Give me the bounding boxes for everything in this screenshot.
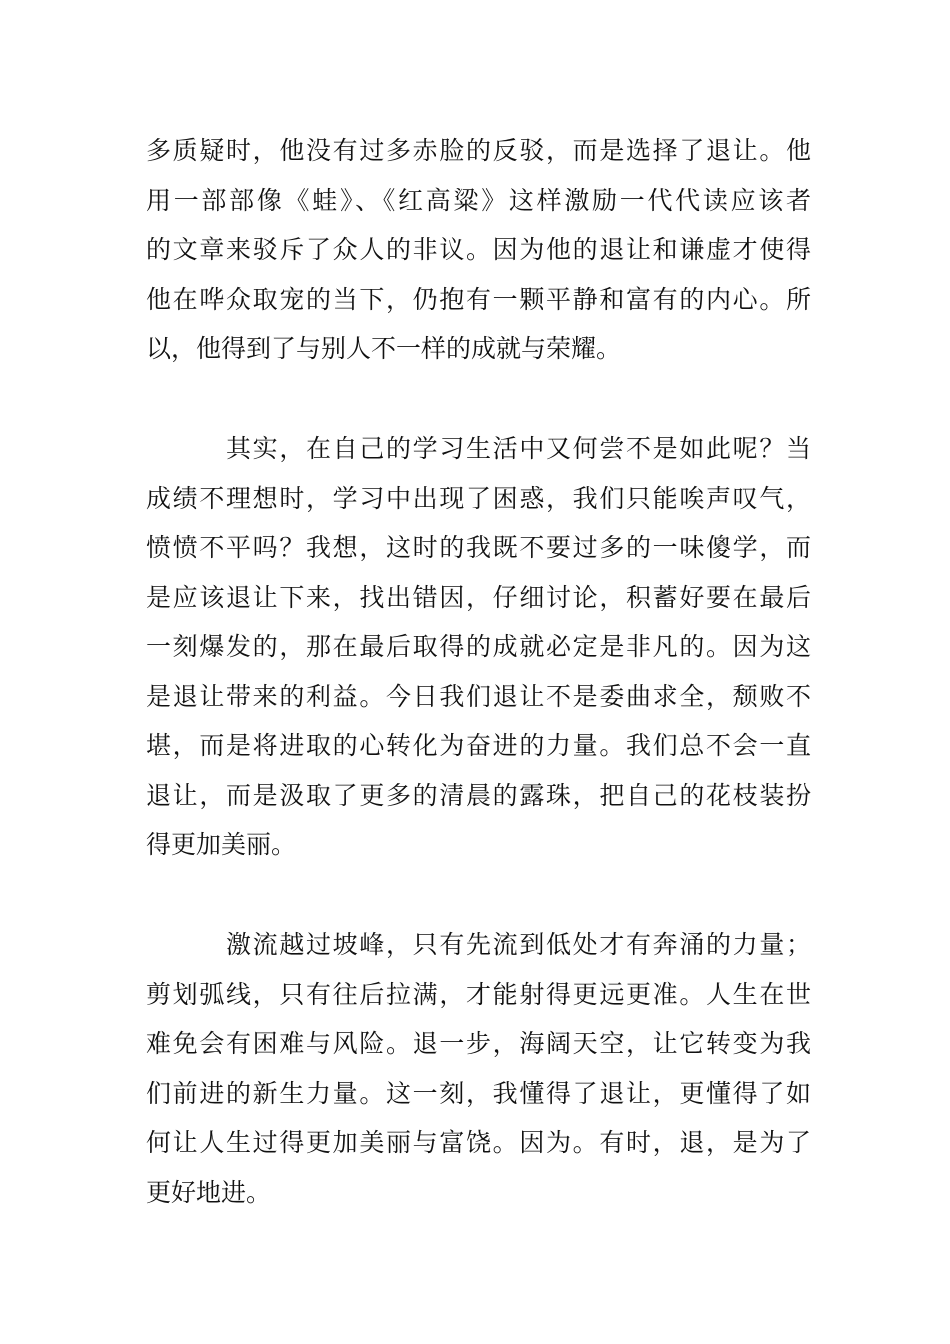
text-line: 何让人生过得更加美丽与富饶。因为。有时，退，是为了	[146, 1128, 811, 1157]
text-line: 用一部部像《蛙》、《红高粱》这样激励一代代读应该者	[146, 185, 811, 215]
text-line: 他在哗众取宠的当下，仍抱有一颗平静和富有的内心。所	[146, 284, 811, 314]
text-line: 激流越过坡峰，只有先流到低处才有奔涌的力量；	[226, 930, 811, 959]
text-line: 得更加美丽。	[146, 830, 297, 859]
text-line: 以，他得到了与别人不一样的成就与荣耀。	[146, 334, 622, 363]
text-line: 是退让带来的利益。今日我们退让不是委曲求全，颓败不	[146, 681, 811, 711]
text-line: 多质疑时，他没有过多赤脸的反驳，而是选择了退让。他	[146, 136, 811, 165]
text-line: 是应该退让下来，找出错因，仔细讨论，积蓄好要在最后	[146, 582, 811, 612]
text-line: 一刻爆发的，那在最后取得的成就必定是非凡的。因为这	[146, 632, 811, 661]
paragraph-3	[146, 920, 811, 1217]
text-line: 堪，而是将进取的心转化为奋进的力量。我们总不会一直	[146, 731, 811, 760]
text-line: 成绩不理想时，学习中出现了困惑，我们只能唉声叹气，	[146, 483, 811, 513]
text-line: 的文章来驳斥了众人的非议。因为他的退让和谦虚才使得	[146, 235, 811, 264]
paragraph-1	[146, 126, 811, 374]
text-line: 难免会有困难与风险。退一步，海阔天空，让它转变为我	[146, 1029, 811, 1058]
text-line: 退让，而是汲取了更多的清晨的露珠，把自己的花枝装扮	[146, 780, 811, 810]
text-line: 更好地进。	[146, 1177, 272, 1207]
text-line: 其实，在自己的学习生活中又何尝不是如此呢？当	[226, 434, 811, 463]
text-line: 们前进的新生力量。这一刻，我懂得了退让，更懂得了如	[146, 1078, 811, 1108]
paragraph-2	[146, 424, 811, 870]
text-line: 剪划弧线，只有往后拉满，才能射得更远更准。人生在世	[146, 979, 811, 1009]
text-line: 愤愤不平吗？我想，这时的我既不要过多的一味傻学，而	[146, 533, 811, 562]
